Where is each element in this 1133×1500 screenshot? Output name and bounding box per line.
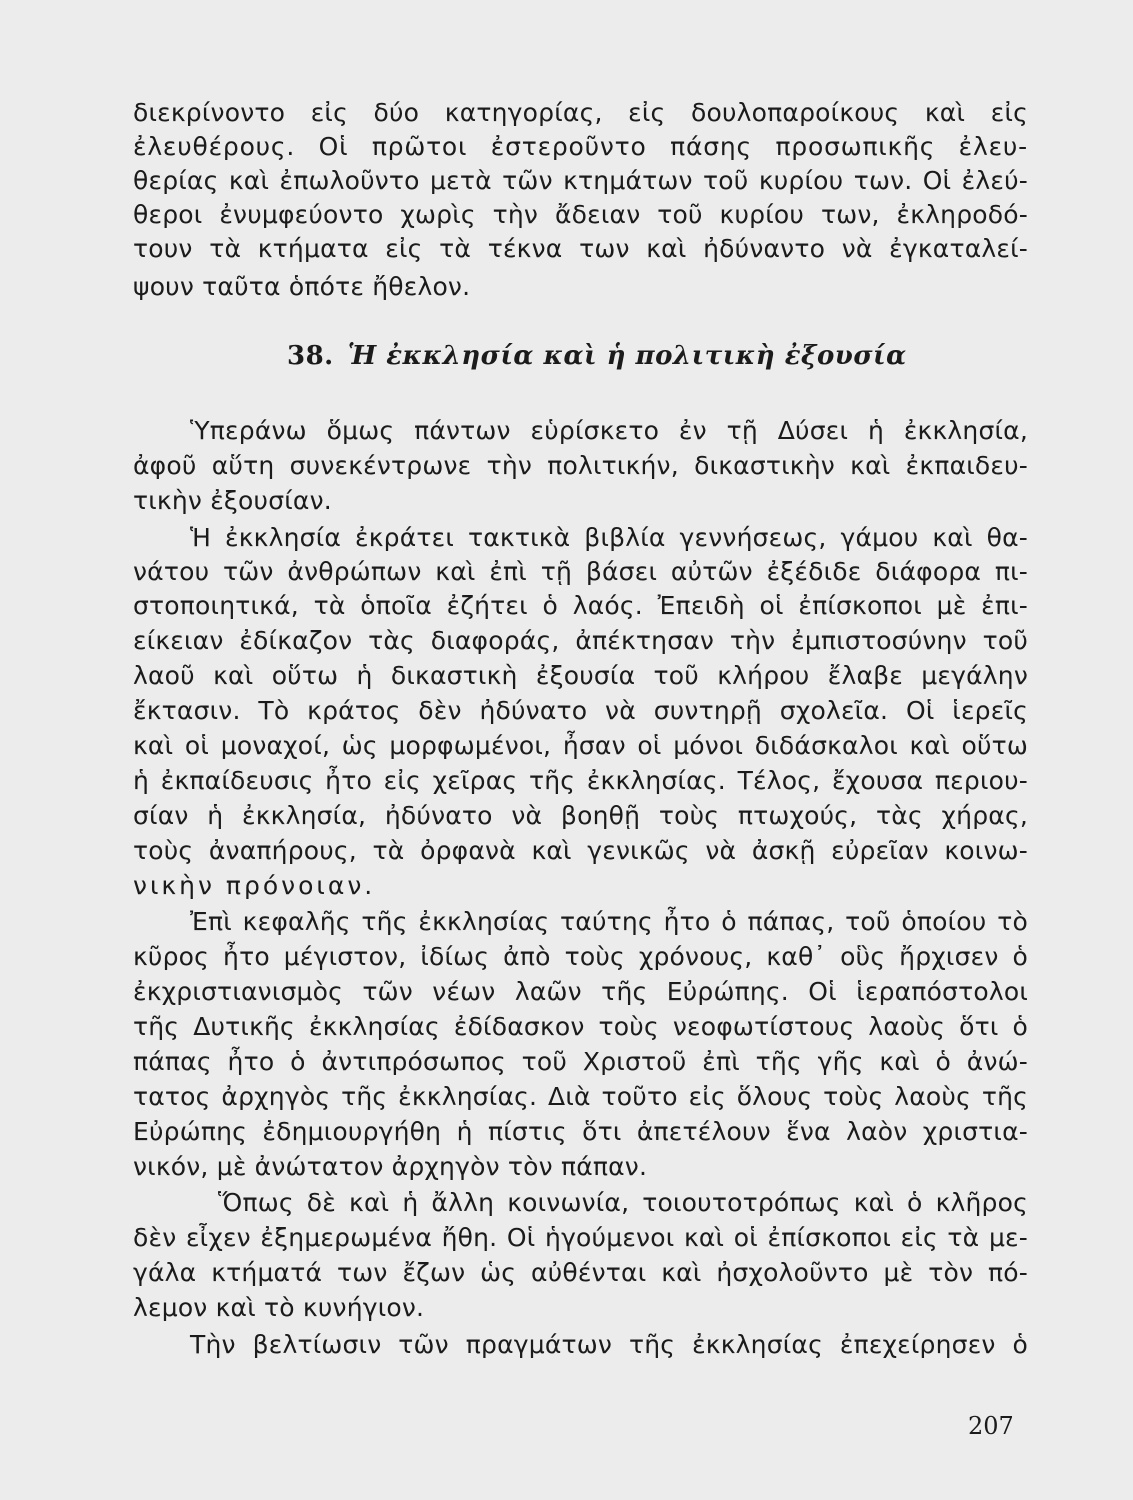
- text-line: λεμον καὶ τὸ κυνήγιον.: [133, 1293, 425, 1322]
- text-line: ἀφοῦ αὕτη συνεκέντρωνε τὴν πολιτικήν, δικαστικὴν καὶ ἐκπαιδευ-: [133, 451, 1028, 480]
- text-line: θερίας καὶ ἐπωλοῦντο μετὰ τῶν κτημάτων τοῦ κυρίου των. Οἱ ἐλεύ-: [133, 166, 1028, 195]
- text-line: νικὴν πρόνοιαν.: [133, 871, 376, 900]
- text-line: νάτου τῶν ἀνθρώπων καὶ ἐπὶ τῇ βάσει αὐτῶν ἐξέδιδε διάφορα πι-: [133, 557, 1028, 586]
- text-line: θεροι ἐνυμφεύοντο χωρὶς τὴν ἄδειαν τοῦ κυρίου των, ἐκληροδό-: [133, 200, 1028, 229]
- text-line: τικὴν ἐξουσίαν.: [133, 486, 332, 515]
- text-line: ἡ ἐκπαίδευσις ἦτο εἰς χεῖρας τῆς ἐκκλησίας. Τέλος, ἔχουσα περιου-: [133, 766, 1028, 795]
- text-line: ἔκτασιν. Τὸ κράτος δὲν ἠδύνατο νὰ συντηρῇ σχολεῖα. Οἱ ἱερεῖς: [133, 696, 1028, 725]
- text-line: στοποιητικά, τὰ ὁποῖα ἐζήτει ὁ λαός. Ἐπειδὴ οἱ ἐπίσκοποι μὲ ἐπι-: [133, 591, 1028, 620]
- text-line: Ὑπεράνω ὅμως πάντων εὑρίσκετο ἐν τῇ Δύσει ἡ ἐκκλησία,: [190, 416, 1028, 445]
- text-line: ἐλευθέρους. Οἱ πρῶτοι ἐστεροῦντο πάσης προσωπικῆς ἐλευ-: [133, 132, 1028, 161]
- text-line: Τὴν βελτίωσιν τῶν πραγμάτων τῆς ἐκκλησίας ἐπεχείρησεν ὁ: [190, 1330, 1028, 1359]
- text-line: πάπας ἦτο ὁ ἀντιπρόσωπος τοῦ Χριστοῦ ἐπὶ τῆς γῆς καὶ ὁ ἀνώ-: [133, 1047, 1028, 1076]
- text-line: τουν τὰ κτήματα εἰς τὰ τέκνα των καὶ ἠδύναντο νὰ ἐγκαταλεί-: [133, 234, 1028, 263]
- page-number: 207: [968, 1412, 1014, 1440]
- text-line: δὲν εἶχεν ἐξημερωμένα ἤθη. Οἱ ἡγούμενοι καὶ οἱ ἐπίσκοποι εἰς τὰ με-: [133, 1223, 1028, 1252]
- text-line: νικόν, μὲ ἀνώτατον ἀρχηγὸν τὸν πάπαν.: [133, 1152, 648, 1181]
- text-line: τατος ἀρχηγὸς τῆς ἐκκλησίας. Διὰ τοῦτο εἰς ὅλους τοὺς λαοὺς τῆς: [133, 1082, 1028, 1111]
- text-line: Ὅπως δὲ καὶ ἡ ἄλλη κοινωνία, τοιουτοτρόπως καὶ ὁ κλῆρος: [218, 1188, 1028, 1217]
- text-line: λαοῦ καὶ οὕτω ἡ δικαστικὴ ἐξουσία τοῦ κλήρου ἔλαβε μεγάλην: [133, 661, 1028, 690]
- text-line: σίαν ἡ ἐκκλησία, ἠδύνατο νὰ βοηθῇ τοὺς πτωχούς, τὰς χήρας,: [133, 801, 1028, 830]
- section-title: Ἡ ἐκκλησία καὶ ἡ πολιτικὴ ἐξουσία: [347, 341, 907, 371]
- text-line: καὶ οἱ μοναχοί, ὡς μορφωμένοι, ἦσαν οἱ μόνοι διδάσκαλοι καὶ οὕτω: [133, 731, 1028, 760]
- text-line: ἐκχριστιανισμὸς τῶν νέων λαῶν τῆς Εὐρώπης. Οἱ ἱεραπόστολοι: [133, 977, 1028, 1006]
- text-line: τῆς Δυτικῆς ἐκκλησίας ἐδίδασκον τοὺς νεοφωτίστους λαοὺς ὅτι ὁ: [133, 1012, 1028, 1041]
- text-line: είκειαν ἐδίκαζον τὰς διαφοράς, ἀπέκτησαν τὴν ἐμπιστοσύνην τοῦ: [133, 626, 1028, 655]
- text-line: Ἡ ἐκκλησία ἐκράτει τακτικὰ βιβλία γεννήσεως, γάμου καὶ θα-: [190, 523, 1028, 552]
- section-heading: [287, 338, 907, 374]
- section-number: 38.: [287, 341, 334, 371]
- text-line: διεκρίνοντο εἰς δύο κατηγορίας, εἰς δουλοπαροίκους καὶ εἰς: [133, 98, 1028, 127]
- text-line: κῦρος ἦτο μέγιστον, ἰδίως ἀπὸ τοὺς χρόνους, καθ᾽ οὓς ἤρχισεν ὁ: [133, 942, 1028, 971]
- text-line: τοὺς ἀναπήρους, τὰ ὀρφανὰ καὶ γενικῶς νὰ ἀσκῇ εὐρεῖαν κοινω-: [133, 836, 1028, 865]
- text-line: Εὐρώπης ἐδημιουργήθη ἡ πίστις ὅτι ἀπετέλουν ἕνα λαὸν χριστια-: [133, 1117, 1028, 1146]
- text-line: γάλα κτήματά των ἔζων ὡς αὐθένται καὶ ἠσχολοῦντο μὲ τὸν πό-: [133, 1258, 1028, 1287]
- text-line: Ἐπὶ κεφαλῆς τῆς ἐκκλησίας ταύτης ἦτο ὁ πάπας, τοῦ ὁποίου τὸ: [190, 907, 1028, 936]
- text-line: ψουν ταῦτα ὁπότε ἤθελον.: [133, 272, 471, 301]
